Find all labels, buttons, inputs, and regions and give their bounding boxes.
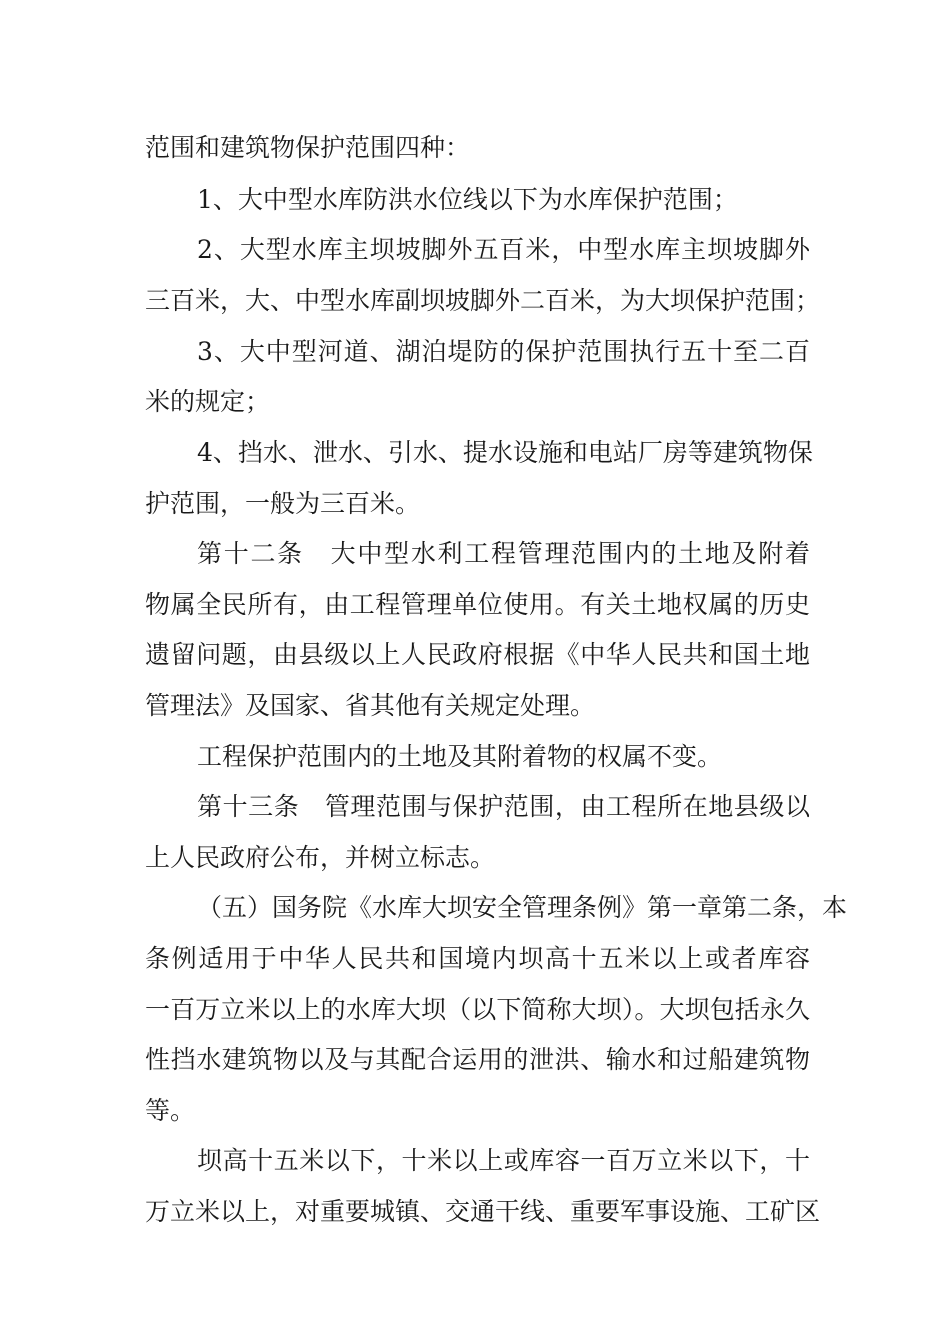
text-line: 3、大中型河道、湖泊堤防的保护范围执行五十至二百 xyxy=(197,337,810,366)
text-line: 4、挡水、泄水、引水、提水设施和电站厂房等建筑物保 xyxy=(197,438,813,467)
text-line: 等。 xyxy=(145,1096,196,1125)
text-line: 坝高十五米以下，十米以上或库容一百万立米以下，十 xyxy=(197,1146,810,1175)
text-line: 上人民政府公布，并树立标志。 xyxy=(145,843,496,872)
text-line: 第十二条 大中型水利工程管理范围内的土地及附着 xyxy=(197,539,810,568)
text-line: 范围和建筑物保护范围四种： xyxy=(145,133,471,162)
text-line: 工程保护范围内的土地及其附着物的权属不变。 xyxy=(197,742,723,771)
text-line: 万立米以上，对重要城镇、交通干线、重要军事设施、工矿区 xyxy=(145,1197,821,1226)
text-line: 物属全民所有，由工程管理单位使用。有关土地权属的历史 xyxy=(145,590,810,619)
text-line: 一百万立米以上的水库大坝（以下简称大坝）。大坝包括永久 xyxy=(145,995,810,1024)
text-line: 第十三条 管理范围与保护范围，由工程所在地县级以 xyxy=(197,792,810,821)
text-line: 1、大中型水库防洪水位线以下为水库保护范围； xyxy=(197,185,738,214)
text-line: 2、大型水库主坝坡脚外五百米，中型水库主坝坡脚外 xyxy=(197,235,810,264)
text-line: 遗留问题，由县级以上人民政府根据《中华人民共和国土地 xyxy=(145,640,810,669)
text-line: 护范围，一般为三百米。 xyxy=(145,489,421,518)
text-line: 米的规定； xyxy=(145,387,271,416)
text-line: 条例适用于中华人民共和国境内坝高十五米以上或者库容 xyxy=(145,944,810,973)
text-line: （五）国务院《水库大坝安全管理条例》第一章第二条，本 xyxy=(197,893,848,922)
text-line: 三百米，大、中型水库副坝坡脚外二百米，为大坝保护范围； xyxy=(145,286,821,315)
text-line: 性挡水建筑物以及与其配合运用的泄洪、输水和过船建筑物 xyxy=(145,1045,810,1074)
text-line: 管理法》及国家、省其他有关规定处理。 xyxy=(145,691,596,720)
